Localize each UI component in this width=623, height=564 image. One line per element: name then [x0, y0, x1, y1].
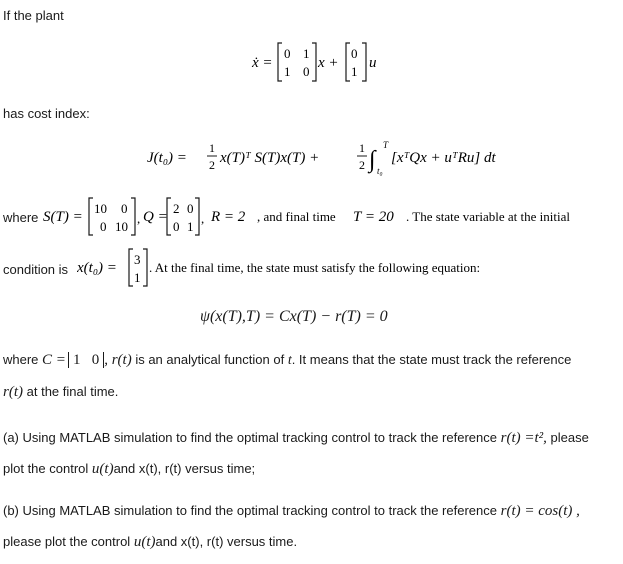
part-b-line2-post: and x(t), r(t) versus time. [155, 534, 298, 549]
comma: , [137, 211, 141, 226]
matrix-cell: 1 [303, 46, 310, 61]
vector-cell: 0 [351, 46, 358, 61]
C-value: 0 [91, 352, 100, 368]
part-b-line2 [3, 534, 297, 551]
T-pre: , and final time [257, 209, 336, 224]
integral-lower: t₀ [377, 166, 383, 176]
matrix-cell: 10 [94, 201, 107, 216]
matrix-cell: 0 [100, 219, 107, 234]
part-a-line2-pre: plot the control [3, 461, 89, 476]
S-label: S(T) = [43, 209, 83, 225]
initial-line [77, 244, 623, 290]
C-value: 1 [72, 352, 81, 368]
where-C-tail: . It means that the state must track the reference [291, 352, 572, 367]
matrix-cell: 1 [284, 64, 291, 79]
u-symbol: u [369, 55, 377, 71]
T-text: T = 20 [353, 209, 394, 225]
part-a-please: please [550, 430, 589, 445]
where-C-line2-text: at the final time. [26, 384, 119, 399]
Q-label: Q = [143, 209, 168, 225]
part-b-line1 [3, 503, 580, 520]
x-plus: x + [318, 55, 339, 71]
bracket-left [278, 43, 282, 81]
where-C-mid: is an analytical function of [135, 352, 285, 367]
bracket-right [362, 43, 366, 81]
matrix-cell: 0 [303, 64, 310, 79]
matrix-cell: 0 [187, 201, 194, 216]
state-equation [250, 38, 390, 86]
R-text: R = 2 [211, 209, 246, 225]
where-C-pre: where [3, 352, 39, 367]
integrand: [xᵀQx + uᵀRu] dt [391, 150, 496, 166]
terminal-term: x(T)ᵀ S(T)x(T) + [220, 150, 320, 166]
cost-intro: has cost index: [3, 106, 90, 121]
part-b-line2-pre: please plot the control [3, 534, 131, 549]
where-C-line2 [3, 384, 118, 401]
integral-sign: ∫ [369, 147, 376, 173]
matrix-cell: 10 [115, 219, 128, 234]
matrix-cell: 0 [121, 201, 128, 216]
half-den: 2 [359, 158, 365, 172]
matrix-cell: 1 [187, 219, 194, 234]
half-den: 2 [209, 158, 215, 172]
half-num: 1 [359, 141, 365, 155]
comma: , [201, 211, 205, 226]
intro-text: If the plant [3, 8, 64, 23]
vector-cell: 3 [134, 252, 141, 267]
x0-label: x(t₀) = [77, 260, 117, 276]
where-C-line [3, 352, 571, 369]
u-symbol: u(t) [133, 534, 156, 550]
xdot-lhs: ẋ = [252, 55, 273, 71]
part-b-text: (b) Using MATLAB simulation to find the optimal tracking control to track the reference [3, 503, 497, 518]
bracket-left [346, 43, 350, 81]
C-label: C = [42, 352, 66, 368]
t-symbol: t [287, 353, 292, 368]
r-symbol: r(t) [3, 384, 23, 400]
part-a-line2 [3, 461, 255, 478]
terminal-constraint: ψ(x(T),T) = Cx(T) − r(T) = 0 [200, 308, 388, 325]
part-a-text: (a) Using MATLAB simulation to find the optimal tracking control to track the reference [3, 430, 497, 445]
part-a-line1 [3, 430, 589, 447]
weights-line [43, 193, 623, 239]
part-a-line2-post: and x(t), r(t) versus time; [113, 461, 256, 476]
vector-cell: 1 [351, 64, 358, 79]
cost-function [145, 138, 535, 178]
r-def: , r(t) [104, 352, 132, 368]
matrix-cell: 2 [173, 201, 180, 216]
cost-lhs: J(t₀) = [147, 150, 187, 166]
state-tail: . The state variable at the initial [406, 209, 571, 224]
half-num: 1 [209, 141, 215, 155]
final-state-sentence: . At the final time, the state must satisfy the following equation: [149, 260, 481, 275]
matrix-cell: 0 [173, 219, 180, 234]
where-label: where [3, 210, 39, 225]
integral-upper: T [383, 140, 389, 150]
part-b-reference: r(t) = cos(t) , [500, 503, 580, 519]
part-a-reference: r(t) =t², [500, 430, 547, 446]
matrix-cell: 0 [284, 46, 291, 61]
initial-pre: condition is [3, 262, 69, 277]
C-matrix [68, 352, 104, 368]
vector-cell: 1 [134, 270, 141, 285]
bracket-right [312, 43, 316, 81]
u-symbol: u(t) [91, 461, 114, 477]
